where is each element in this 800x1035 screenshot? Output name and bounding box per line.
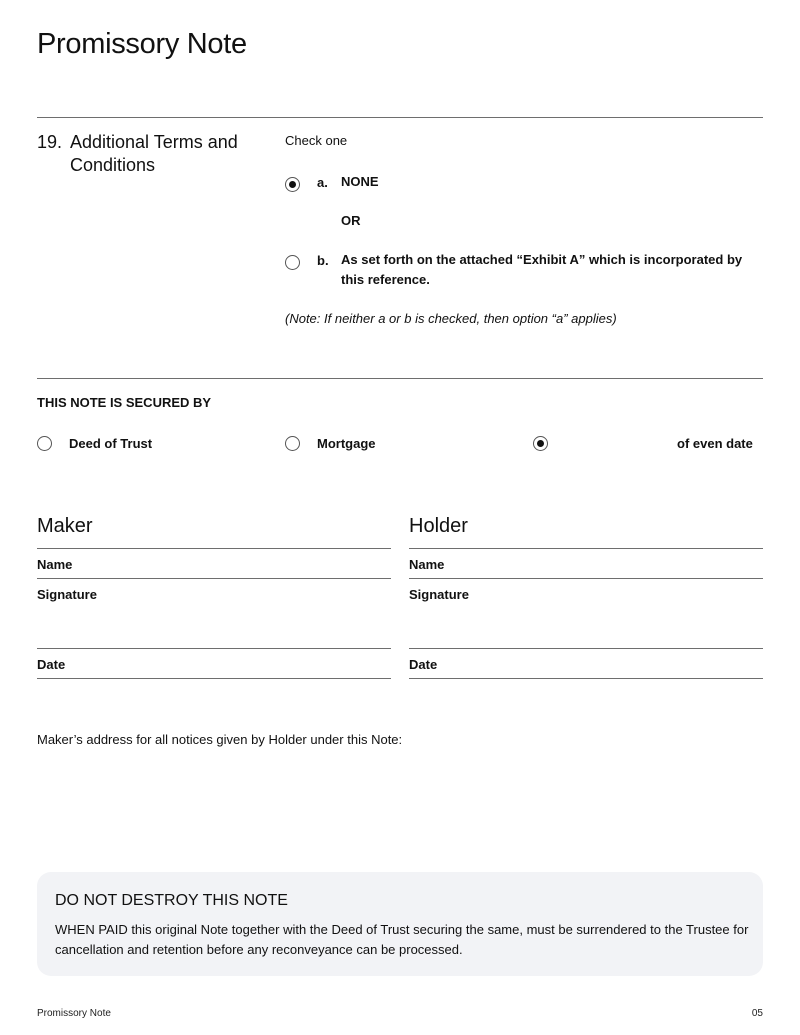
section-number: 19. [37, 132, 63, 152]
other-security-radio[interactable] [533, 436, 548, 451]
maker-signature-label: Signature [37, 587, 97, 602]
option-b-radio[interactable] [285, 255, 300, 270]
deed-of-trust-radio[interactable] [37, 436, 52, 451]
mortgage-label: Mortgage [317, 436, 376, 451]
option-b-label: As set forth on the attached “Exhibit A” which is incorporated by this reference. [341, 252, 743, 287]
holder-signature-field[interactable] [409, 648, 763, 649]
or-separator: OR [341, 213, 361, 228]
holder-heading-rule [409, 548, 763, 549]
of-even-date-label: of even date [677, 436, 753, 451]
footer-doc-name: Promissory Note [37, 1008, 111, 1019]
notice-body: WHEN PAID this original Note together with the Deed of Trust securing the same, must be surrendered to the Trustee for cancellation and retention before any reconveyance can be processed. [55, 922, 749, 957]
page-title: Promissory Note [37, 28, 247, 60]
divider-secured [37, 378, 763, 379]
section-title: Additional Terms and Conditions [70, 132, 238, 175]
maker-name-label: Name [37, 557, 73, 572]
option-a-letter: a. [317, 175, 328, 190]
section-note: (Note: If neither a or b is checked, then option “a” applies) [285, 311, 617, 326]
notice-box [37, 872, 763, 976]
maker-date-label: Date [37, 657, 66, 672]
maker-name-field[interactable] [37, 578, 391, 579]
maker-date-field[interactable] [37, 678, 391, 679]
maker-signature-field[interactable] [37, 648, 391, 649]
divider-top [37, 117, 763, 118]
maker-heading-rule [37, 548, 391, 549]
holder-heading: Holder [409, 515, 468, 537]
mortgage-radio[interactable] [285, 436, 300, 451]
deed-of-trust-label: Deed of Trust [69, 436, 153, 451]
notice-title: DO NOT DESTROY THIS NOTE [55, 892, 288, 909]
holder-name-label: Name [409, 557, 445, 572]
secured-by-label: THIS NOTE IS SECURED BY [37, 395, 212, 410]
option-a-label: NONE [341, 174, 379, 189]
footer-page-number: 05 [751, 1008, 763, 1019]
maker-heading: Maker [37, 515, 93, 537]
holder-name-field[interactable] [409, 578, 763, 579]
check-one-instruction: Check one [285, 133, 348, 148]
holder-date-label: Date [409, 657, 438, 672]
holder-date-field[interactable] [409, 678, 763, 679]
holder-signature-label: Signature [409, 587, 469, 602]
option-a-radio[interactable] [285, 177, 300, 192]
maker-address-label: Maker’s address for all notices given by Holder under this Note: [37, 732, 403, 747]
option-b-letter: b. [317, 253, 329, 268]
